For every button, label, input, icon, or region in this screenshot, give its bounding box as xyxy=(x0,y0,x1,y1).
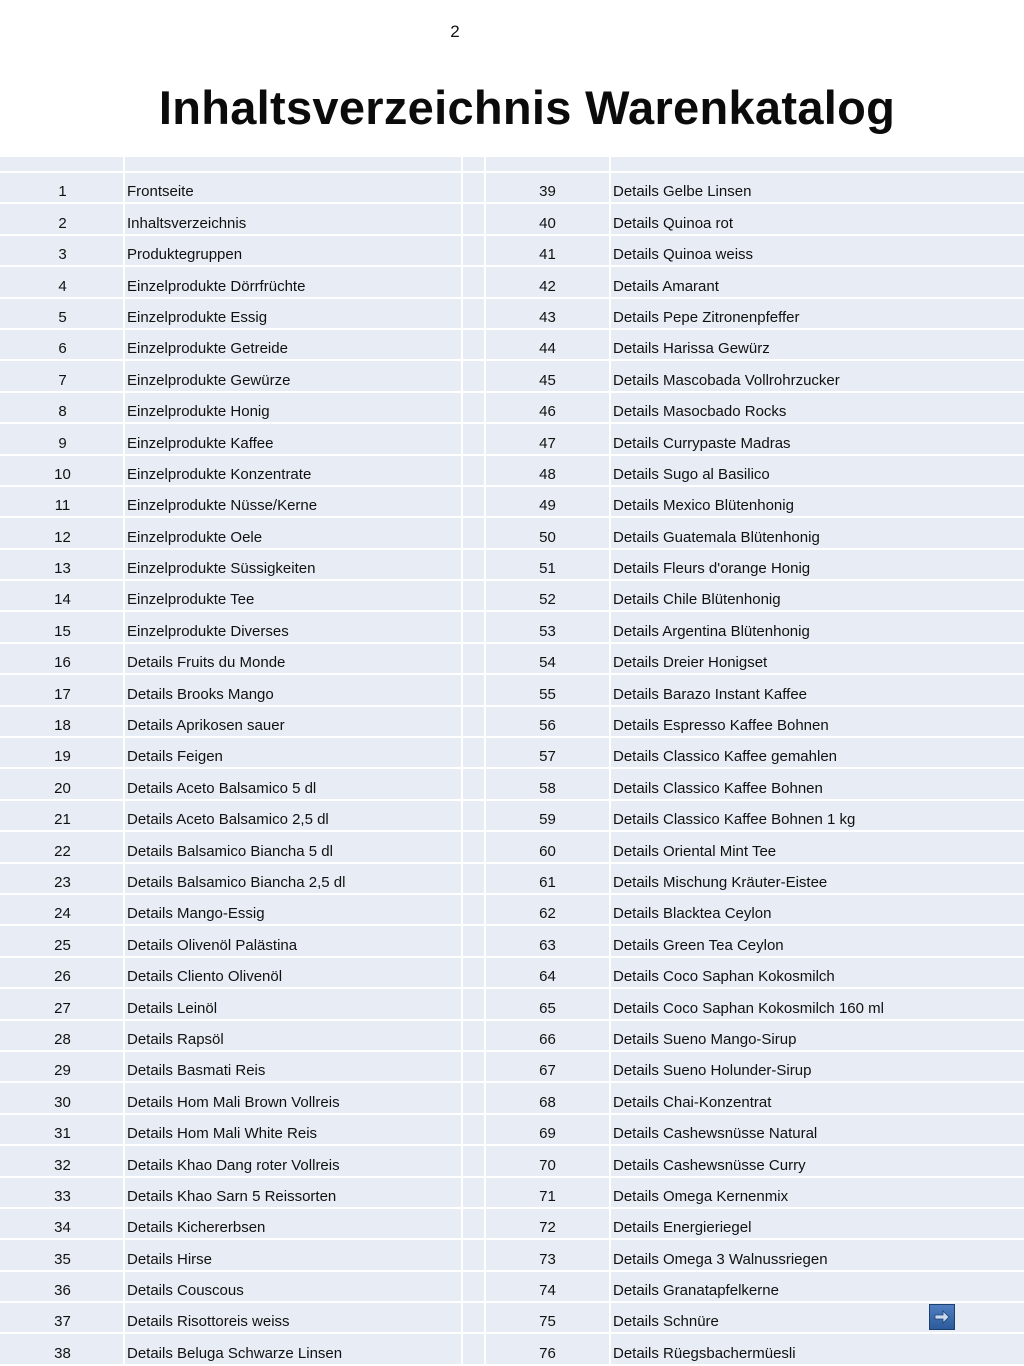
toc-entry-title: Einzelprodukte Diverses xyxy=(125,612,463,641)
toc-spacer-cell xyxy=(463,1272,486,1301)
toc-page-number: 36 xyxy=(0,1272,125,1301)
toc-page-number: 31 xyxy=(0,1115,125,1144)
table-row[interactable] xyxy=(486,1115,1024,1146)
table-row[interactable] xyxy=(486,267,1024,298)
table-row[interactable] xyxy=(0,204,486,235)
table-row[interactable] xyxy=(486,330,1024,361)
toc-page-number: 9 xyxy=(0,424,125,453)
toc-entry-title: Details Coco Saphan Kokosmilch xyxy=(611,958,1024,987)
next-page-arrow-icon xyxy=(934,1310,950,1324)
table-row[interactable] xyxy=(0,456,486,487)
toc-page-number: 15 xyxy=(0,612,125,641)
table-row[interactable] xyxy=(486,644,1024,675)
toc-page-number: 43 xyxy=(486,299,611,328)
toc-entry-title: Details Granatapfelkerne xyxy=(611,1272,1024,1301)
table-row[interactable] xyxy=(0,236,486,267)
toc-page-number: 69 xyxy=(486,1115,611,1144)
toc-spacer-cell xyxy=(463,1115,486,1144)
toc-spacer-cell xyxy=(463,1146,486,1175)
table-row[interactable] xyxy=(0,769,486,800)
table-row[interactable] xyxy=(0,958,486,989)
toc-entry-title: Details Kichererbsen xyxy=(125,1209,463,1238)
toc-entry-title: Details Chile Blütenhonig xyxy=(611,581,1024,610)
toc-page-number: 22 xyxy=(0,832,125,861)
toc-page-number: 48 xyxy=(486,456,611,485)
toc-entry-title: Details Balsamico Biancha 5 dl xyxy=(125,832,463,861)
toc-spacer-cell xyxy=(463,707,486,736)
toc-entry-title: Einzelprodukte Essig xyxy=(125,299,463,328)
toc-entry-title: Details Couscous xyxy=(125,1272,463,1301)
toc-page-number: 37 xyxy=(0,1303,125,1332)
toc-spacer-cell xyxy=(463,1021,486,1050)
table-row[interactable] xyxy=(0,1209,486,1240)
toc-page-number: 39 xyxy=(486,173,611,202)
toc-page-number: 40 xyxy=(486,204,611,233)
toc-entry-title: Details Pepe Zitronenpfeffer xyxy=(611,299,1024,328)
toc-spacer-cell xyxy=(463,832,486,861)
table-row[interactable] xyxy=(486,612,1024,643)
toc-entry-title: Details Quinoa weiss xyxy=(611,236,1024,265)
toc-entry-title: Inhaltsverzeichnis xyxy=(125,204,463,233)
toc-entry-title: Details Oriental Mint Tee xyxy=(611,832,1024,861)
table-row[interactable] xyxy=(0,832,486,863)
page-number: 2 xyxy=(450,22,460,41)
toc-entry-title: Details Green Tea Ceylon xyxy=(611,926,1024,955)
toc-page-number: 3 xyxy=(0,236,125,265)
toc-spacer-cell xyxy=(463,738,486,767)
table-row[interactable] xyxy=(0,487,486,518)
toc-spacer-cell xyxy=(463,518,486,547)
toc-entry-title: Details Basmati Reis xyxy=(125,1052,463,1081)
table-row[interactable] xyxy=(0,989,486,1020)
toc-left-header-row xyxy=(0,157,486,173)
table-of-contents xyxy=(0,157,1024,1366)
toc-entry-title: Details Espresso Kaffee Bohnen xyxy=(611,707,1024,736)
toc-entry-title: Details Harissa Gewürz xyxy=(611,330,1024,359)
toc-entry-title: Details Quinoa rot xyxy=(611,204,1024,233)
toc-page-number: 71 xyxy=(486,1178,611,1207)
table-row[interactable] xyxy=(0,1303,486,1334)
table-row[interactable] xyxy=(486,926,1024,957)
toc-entry-title: Details Olivenöl Palästina xyxy=(125,926,463,955)
toc-spacer-cell xyxy=(463,1240,486,1269)
toc-page-number: 30 xyxy=(0,1083,125,1112)
toc-page-number: 53 xyxy=(486,612,611,641)
toc-entry-title: Details Aprikosen sauer xyxy=(125,707,463,736)
toc-entry-title: Details Aceto Balsamico 2,5 dl xyxy=(125,801,463,830)
toc-page-number: 21 xyxy=(0,801,125,830)
toc-page-number: 28 xyxy=(0,1021,125,1050)
toc-spacer-cell xyxy=(463,864,486,893)
toc-entry-title: Einzelprodukte Oele xyxy=(125,518,463,547)
table-row[interactable] xyxy=(486,361,1024,392)
toc-page-number: 73 xyxy=(486,1240,611,1269)
table-row[interactable] xyxy=(486,707,1024,738)
toc-page-number: 60 xyxy=(486,832,611,861)
toc-right-column xyxy=(486,157,1024,1366)
toc-entry-title: Details Cliento Olivenöl xyxy=(125,958,463,987)
toc-entry-title: Details Amarant xyxy=(611,267,1024,296)
toc-entry-title: Details Rapsöl xyxy=(125,1021,463,1050)
toc-page-number: 46 xyxy=(486,393,611,422)
table-row[interactable] xyxy=(0,1240,486,1271)
toc-page-number: 52 xyxy=(486,581,611,610)
table-row[interactable] xyxy=(486,173,1024,204)
toc-page-number: 13 xyxy=(0,550,125,579)
toc-entry-title: Details Risottoreis weiss xyxy=(125,1303,463,1332)
toc-entry-title: Details Classico Kaffee Bohnen xyxy=(611,769,1024,798)
toc-spacer-cell xyxy=(463,361,486,390)
toc-page-number: 6 xyxy=(0,330,125,359)
toc-page-number: 59 xyxy=(486,801,611,830)
table-row[interactable] xyxy=(486,958,1024,989)
toc-entry-title: Details Cashewsnüsse Natural xyxy=(611,1115,1024,1144)
toc-spacer-cell xyxy=(463,1052,486,1081)
toc-page-number: 76 xyxy=(486,1334,611,1363)
toc-page-number: 33 xyxy=(0,1178,125,1207)
toc-spacer-cell xyxy=(463,456,486,485)
toc-page-number: 34 xyxy=(0,1209,125,1238)
toc-entry-title: Details Fleurs d'orange Honig xyxy=(611,550,1024,579)
toc-spacer-cell xyxy=(463,958,486,987)
table-row[interactable] xyxy=(486,864,1024,895)
toc-entry-title: Produktegruppen xyxy=(125,236,463,265)
toc-entry-title: Details Rüegsbachermüesli xyxy=(611,1334,1024,1363)
toc-entry-title: Einzelprodukte Nüsse/Kerne xyxy=(125,487,463,516)
table-row[interactable] xyxy=(0,1334,486,1365)
toc-entry-title: Details Hom Mali White Reis xyxy=(125,1115,463,1144)
table-row[interactable] xyxy=(486,236,1024,267)
toc-spacer-cell xyxy=(463,644,486,673)
toc-entry-title: Details Khao Dang roter Vollreis xyxy=(125,1146,463,1175)
toc-spacer-cell xyxy=(463,173,486,202)
table-row[interactable] xyxy=(486,769,1024,800)
toc-entry-title: Details Hom Mali Brown Vollreis xyxy=(125,1083,463,1112)
toc-entry-title: Einzelprodukte Konzentrate xyxy=(125,456,463,485)
toc-entry-title: Details Hirse xyxy=(125,1240,463,1269)
toc-spacer-cell xyxy=(463,267,486,296)
toc-page-number: 11 xyxy=(0,487,125,516)
toc-spacer-cell xyxy=(463,1334,486,1363)
toc-entry-title: Details Fruits du Monde xyxy=(125,644,463,673)
toc-page-number: 49 xyxy=(486,487,611,516)
toc-page-number: 14 xyxy=(0,581,125,610)
table-row[interactable] xyxy=(486,1209,1024,1240)
toc-page-number: 61 xyxy=(486,864,611,893)
table-row[interactable] xyxy=(0,644,486,675)
table-row[interactable] xyxy=(486,1334,1024,1365)
table-row[interactable] xyxy=(486,424,1024,455)
toc-page-number: 8 xyxy=(0,393,125,422)
table-row[interactable] xyxy=(0,1146,486,1177)
toc-right-header-row xyxy=(486,157,1024,173)
table-row[interactable] xyxy=(486,1272,1024,1303)
table-row[interactable] xyxy=(0,1115,486,1146)
table-row[interactable] xyxy=(0,267,486,298)
table-row[interactable] xyxy=(0,1052,486,1083)
toc-page-number: 56 xyxy=(486,707,611,736)
toc-page-number: 42 xyxy=(486,267,611,296)
toc-spacer-cell xyxy=(463,550,486,579)
table-row[interactable] xyxy=(0,895,486,926)
toc-entry-title: Einzelprodukte Getreide xyxy=(125,330,463,359)
toc-page-number: 12 xyxy=(0,518,125,547)
toc-spacer-cell xyxy=(463,581,486,610)
toc-spacer-cell xyxy=(463,487,486,516)
toc-page-number: 26 xyxy=(0,958,125,987)
table-row[interactable] xyxy=(486,456,1024,487)
toc-page-number: 1 xyxy=(0,173,125,202)
toc-entry-title: Details Coco Saphan Kokosmilch 160 ml xyxy=(611,989,1024,1018)
toc-entry-title: Details Currypaste Madras xyxy=(611,424,1024,453)
toc-page-number: 29 xyxy=(0,1052,125,1081)
toc-spacer-cell xyxy=(463,1209,486,1238)
table-row[interactable] xyxy=(0,1021,486,1052)
toc-spacer-cell xyxy=(463,236,486,265)
toc-entry-title: Details Omega Kernenmix xyxy=(611,1178,1024,1207)
toc-entry-title: Details Argentina Blütenhonig xyxy=(611,612,1024,641)
table-row[interactable] xyxy=(0,424,486,455)
table-row[interactable] xyxy=(486,204,1024,235)
toc-entry-title: Details Beluga Schwarze Linsen xyxy=(125,1334,463,1363)
toc-entry-title: Details Omega 3 Walnussriegen xyxy=(611,1240,1024,1269)
toc-page-number: 72 xyxy=(486,1209,611,1238)
toc-page-number: 10 xyxy=(0,456,125,485)
toc-page-number: 62 xyxy=(486,895,611,924)
toc-entry-title: Details Feigen xyxy=(125,738,463,767)
toc-page-number: 4 xyxy=(0,267,125,296)
toc-page-number: 54 xyxy=(486,644,611,673)
toc-entry-title: Details Mango-Essig xyxy=(125,895,463,924)
next-page-button[interactable] xyxy=(929,1304,955,1330)
toc-spacer-cell xyxy=(463,1083,486,1112)
toc-entry-title: Einzelprodukte Dörrfrüchte xyxy=(125,267,463,296)
toc-entry-title: Details Mischung Kräuter-Eistee xyxy=(611,864,1024,893)
toc-entry-title: Details Mexico Blütenhonig xyxy=(611,487,1024,516)
toc-page-number: 18 xyxy=(0,707,125,736)
table-row[interactable] xyxy=(0,330,486,361)
toc-spacer-cell xyxy=(463,801,486,830)
toc-page-number: 57 xyxy=(486,738,611,767)
toc-page-number: 47 xyxy=(486,424,611,453)
toc-page-number: 16 xyxy=(0,644,125,673)
toc-spacer-cell xyxy=(463,1178,486,1207)
toc-entry-title: Details Balsamico Biancha 2,5 dl xyxy=(125,864,463,893)
toc-entry-title: Details Guatemala Blütenhonig xyxy=(611,518,1024,547)
table-row[interactable] xyxy=(0,926,486,957)
table-row[interactable] xyxy=(486,1146,1024,1177)
toc-page-number: 19 xyxy=(0,738,125,767)
table-row[interactable] xyxy=(0,518,486,549)
table-row[interactable] xyxy=(486,1083,1024,1114)
toc-page-number: 58 xyxy=(486,769,611,798)
table-row[interactable] xyxy=(486,989,1024,1020)
toc-entry-title: Details Schnüre xyxy=(611,1303,1024,1332)
table-row[interactable] xyxy=(486,393,1024,424)
toc-entry-title: Einzelprodukte Gewürze xyxy=(125,361,463,390)
toc-page-number: 75 xyxy=(486,1303,611,1332)
toc-spacer-cell xyxy=(463,895,486,924)
toc-entry-title: Details Sueno Holunder-Sirup xyxy=(611,1052,1024,1081)
toc-page-number: 68 xyxy=(486,1083,611,1112)
toc-spacer-cell xyxy=(463,424,486,453)
table-row[interactable] xyxy=(486,550,1024,581)
toc-entry-title: Details Classico Kaffee gemahlen xyxy=(611,738,1024,767)
table-row[interactable] xyxy=(0,299,486,330)
table-row[interactable] xyxy=(0,738,486,769)
toc-entry-title: Frontseite xyxy=(125,173,463,202)
table-row[interactable] xyxy=(486,1240,1024,1271)
toc-page-number: 24 xyxy=(0,895,125,924)
toc-page-number: 64 xyxy=(486,958,611,987)
toc-spacer-cell xyxy=(463,769,486,798)
table-row[interactable] xyxy=(486,738,1024,769)
table-row[interactable] xyxy=(0,361,486,392)
toc-entry-title: Details Barazo Instant Kaffee xyxy=(611,675,1024,704)
toc-spacer-cell xyxy=(463,926,486,955)
table-row[interactable] xyxy=(486,1178,1024,1209)
toc-entry-title: Details Masocbado Rocks xyxy=(611,393,1024,422)
toc-page-number: 41 xyxy=(486,236,611,265)
toc-page-number: 65 xyxy=(486,989,611,1018)
table-row[interactable] xyxy=(486,299,1024,330)
page-title: Inhaltsverzeichnis Warenkatalog xyxy=(158,81,896,134)
table-row[interactable] xyxy=(486,801,1024,832)
table-row[interactable] xyxy=(0,1083,486,1114)
toc-page-number: 17 xyxy=(0,675,125,704)
toc-entry-title: Details Khao Sarn 5 Reissorten xyxy=(125,1178,463,1207)
table-row[interactable] xyxy=(0,801,486,832)
toc-page-number: 51 xyxy=(486,550,611,579)
toc-page-number: 67 xyxy=(486,1052,611,1081)
table-row[interactable] xyxy=(486,581,1024,612)
toc-page-number: 25 xyxy=(0,926,125,955)
toc-entry-title: Einzelprodukte Süssigkeiten xyxy=(125,550,463,579)
toc-page-number: 74 xyxy=(486,1272,611,1301)
toc-entry-title: Details Chai-Konzentrat xyxy=(611,1083,1024,1112)
toc-page-number: 66 xyxy=(486,1021,611,1050)
table-row[interactable] xyxy=(486,1021,1024,1052)
toc-spacer-cell xyxy=(463,330,486,359)
table-row[interactable] xyxy=(0,581,486,612)
toc-page-number: 50 xyxy=(486,518,611,547)
toc-entry-title: Details Energieriegel xyxy=(611,1209,1024,1238)
toc-entry-title: Details Brooks Mango xyxy=(125,675,463,704)
table-row[interactable] xyxy=(486,675,1024,706)
table-row[interactable] xyxy=(0,707,486,738)
toc-page-number: 7 xyxy=(0,361,125,390)
toc-spacer-cell xyxy=(463,299,486,328)
table-row[interactable] xyxy=(0,612,486,643)
toc-page-number: 32 xyxy=(0,1146,125,1175)
table-row[interactable] xyxy=(0,675,486,706)
toc-entry-title: Details Mascobada Vollrohrzucker xyxy=(611,361,1024,390)
toc-page-number: 44 xyxy=(486,330,611,359)
toc-page-number: 2 xyxy=(0,204,125,233)
toc-entry-title: Details Blacktea Ceylon xyxy=(611,895,1024,924)
table-row[interactable] xyxy=(486,518,1024,549)
toc-entry-title: Einzelprodukte Tee xyxy=(125,581,463,610)
toc-spacer-cell xyxy=(463,204,486,233)
table-row[interactable] xyxy=(0,173,486,204)
toc-page-number: 20 xyxy=(0,769,125,798)
toc-spacer-cell xyxy=(463,612,486,641)
toc-page-number: 63 xyxy=(486,926,611,955)
toc-entry-title: Details Leinöl xyxy=(125,989,463,1018)
toc-page-number: 5 xyxy=(0,299,125,328)
toc-page-number: 27 xyxy=(0,989,125,1018)
table-row[interactable] xyxy=(486,487,1024,518)
table-row[interactable] xyxy=(0,550,486,581)
table-row[interactable] xyxy=(486,895,1024,926)
table-row[interactable] xyxy=(486,1052,1024,1083)
toc-entry-title: Details Aceto Balsamico 5 dl xyxy=(125,769,463,798)
toc-entry-title: Details Gelbe Linsen xyxy=(611,173,1024,202)
table-row[interactable] xyxy=(486,832,1024,863)
toc-spacer-cell xyxy=(463,989,486,1018)
toc-spacer-cell xyxy=(463,1303,486,1332)
toc-entry-title: Details Sueno Mango-Sirup xyxy=(611,1021,1024,1050)
table-row[interactable] xyxy=(0,1178,486,1209)
toc-entry-title: Einzelprodukte Kaffee xyxy=(125,424,463,453)
toc-entry-title: Details Sugo al Basilico xyxy=(611,456,1024,485)
toc-page-number: 23 xyxy=(0,864,125,893)
toc-entry-title: Details Cashewsnüsse Curry xyxy=(611,1146,1024,1175)
toc-page-number: 38 xyxy=(0,1334,125,1363)
toc-spacer-cell xyxy=(463,393,486,422)
toc-left-column xyxy=(0,157,486,1366)
toc-spacer-cell xyxy=(463,675,486,704)
toc-page-number: 35 xyxy=(0,1240,125,1269)
table-row[interactable] xyxy=(0,864,486,895)
toc-page-number: 55 xyxy=(486,675,611,704)
table-row[interactable] xyxy=(0,1272,486,1303)
table-row[interactable] xyxy=(0,393,486,424)
toc-page-number: 70 xyxy=(486,1146,611,1175)
toc-page-number: 45 xyxy=(486,361,611,390)
toc-entry-title: Details Classico Kaffee Bohnen 1 kg xyxy=(611,801,1024,830)
toc-entry-title: Details Dreier Honigset xyxy=(611,644,1024,673)
toc-entry-title: Einzelprodukte Honig xyxy=(125,393,463,422)
